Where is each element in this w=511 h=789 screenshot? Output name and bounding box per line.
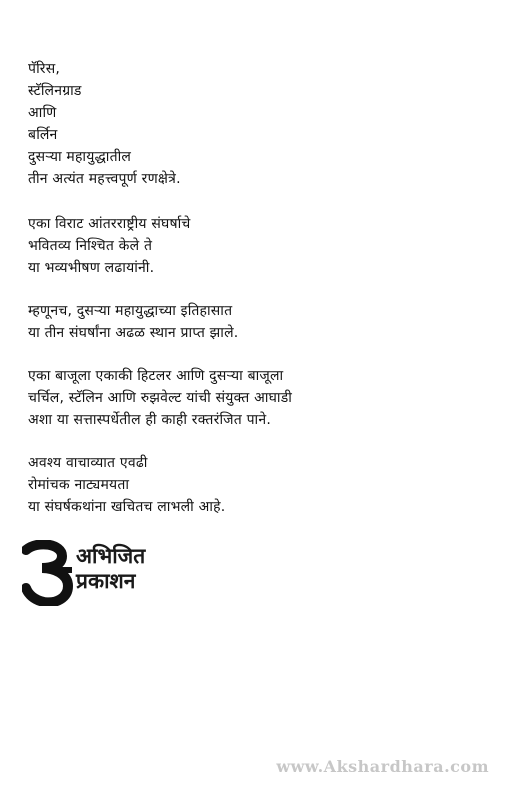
watermark: www.Akshardhara.com — [276, 757, 489, 776]
text-line: तीन अत्यंत महत्त्वपूर्ण रणक्षेत्रे. — [28, 171, 181, 187]
publisher-name — [76, 544, 196, 594]
text-line: आणि — [28, 105, 57, 121]
text-line: अशा या सत्तास्पर्धेतील ही काही रक्तरंजित पाने. — [28, 412, 271, 428]
text-line: दुसऱ्या महायुद्धातील — [28, 149, 132, 165]
stanza-1 — [28, 58, 468, 190]
text-line: म्हणूनच, दुसऱ्या महायुद्धाच्या इतिहासात — [28, 303, 233, 319]
text-line: भवितव्य निश्चित केले ते — [28, 238, 153, 254]
stanza-5 — [28, 452, 468, 518]
text-line: चर्चिल, स्टॅलिन आणि रुझवेल्ट यांची संयुक्त आघाडी — [28, 390, 293, 406]
stanza-4 — [28, 365, 468, 431]
text-line: एका विराट आंतरराष्ट्रीय संघर्षाचे — [28, 216, 191, 232]
text-line: या संघर्षकथांना खचितच लाभली आहे. — [28, 499, 226, 515]
text-line: रोमांचक नाट्यमयता — [28, 477, 130, 493]
text-line: बर्लिन — [28, 127, 58, 143]
text-line: या तीन संघर्षांना अढळ स्थान प्राप्त झाले. — [28, 325, 239, 341]
text-line: पॅरिस, — [28, 61, 61, 77]
stanza-2 — [28, 213, 468, 279]
stanza-3 — [28, 300, 468, 344]
publisher-logo — [22, 540, 162, 606]
publisher-name-line2: प्रकाशन — [76, 569, 136, 593]
text-line: अवश्य वाचाव्यात एवढी — [28, 455, 148, 471]
text-line: या भव्यभीषण लढायांनी. — [28, 260, 155, 276]
text-line: स्टॅलिनग्राड — [28, 83, 82, 99]
text-line: एका बाजूला एकाकी हिटलर आणि दुसऱ्या बाजूला — [28, 368, 284, 384]
publisher-name-line1: अभिजित — [76, 544, 146, 568]
abhijit-logo-mark-icon — [22, 540, 74, 606]
